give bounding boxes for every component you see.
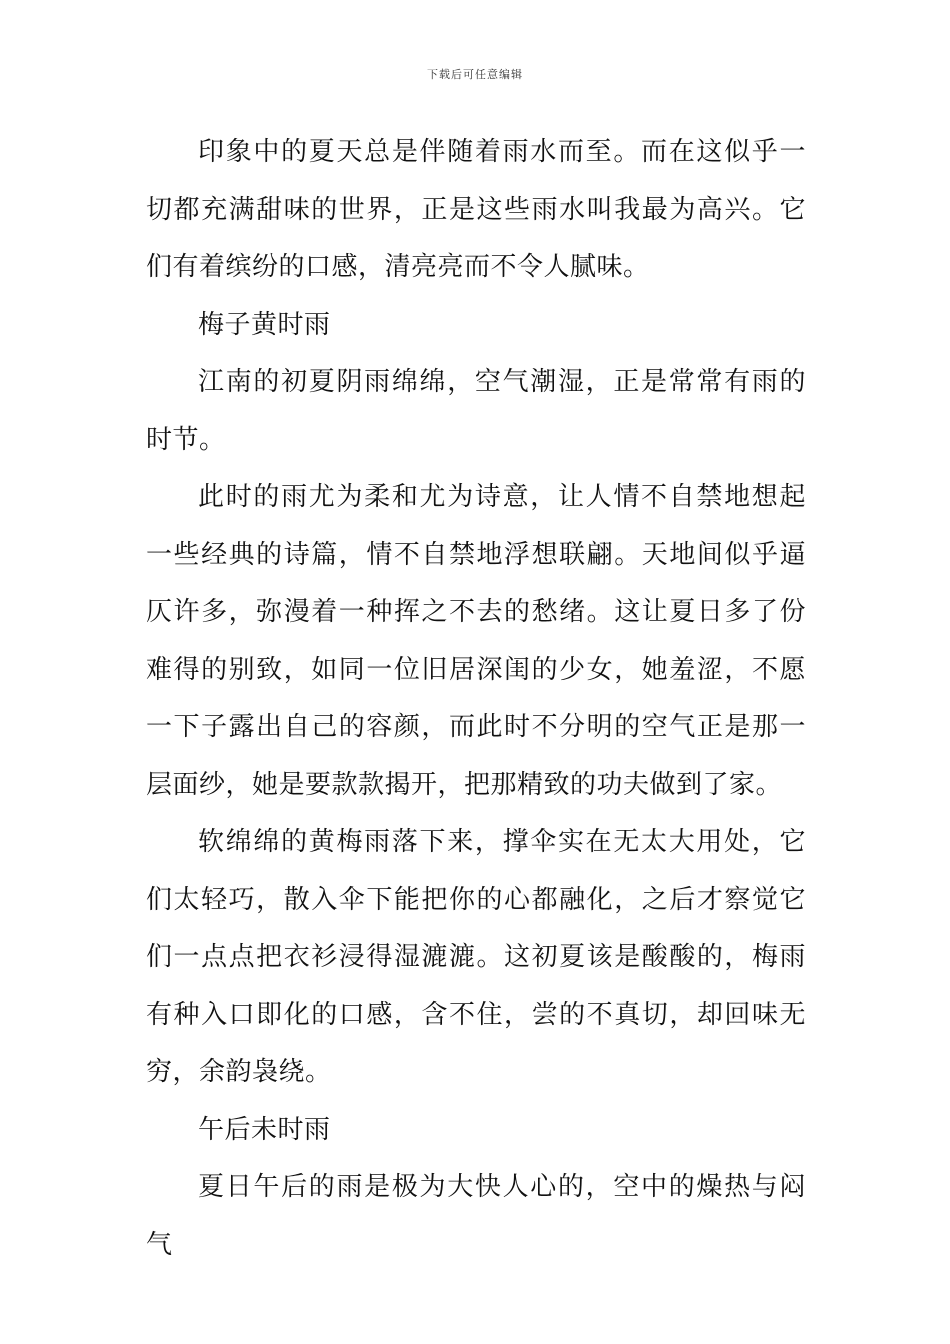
article-body [146,124,806,1274]
paragraph-afternoon: 夏日午后的雨是极为大快人心的，空中的燥热与闷气 [146,1172,806,1260]
paragraph-jiangnan: 江南的初夏阴雨绵绵，空气潮湿，正是常常有雨的时节。 [146,367,806,455]
paragraph-soft-rain: 软绵绵的黄梅雨落下来，撑伞实在无太大用处，它们太轻巧，散入伞下能把你的心都融化，之后才察觉它们一点点把衣衫浸得湿漉漉。这初夏该是酸酸的，梅雨有种入口即化的口感，含不住，尝的不真切，却回味无穷，余韵袅绕。 [146,827,806,1087]
section-heading-plum-rain: 梅子黄时雨 [198,309,331,340]
paragraph-intro: 印象中的夏天总是伴随着雨水而至。而在这似乎一切都充满甜味的世界，正是这些雨水叫我最为高兴。它们有着缤纷的口感，清亮亮而不令人腻味。 [146,137,806,282]
paragraph-poetic-rain: 此时的雨尤为柔和尤为诗意，让人情不自禁地想起一些经典的诗篇，情不自禁地浮想联翩。天地间似乎逼仄许多，弥漫着一种挥之不去的愁绪。这让夏日多了份难得的别致，如同一位旧居深闺的少女，她羞涩，不愿一下子露出自己的容颜，而此时不分明的空气正是那一层面纱，她是要款款揭开，把那精致的功夫做到了家。 [146,482,806,800]
header-note: 下载后可任意编辑 [427,68,523,81]
section-heading-afternoon-rain: 午后未时雨 [198,1114,331,1145]
